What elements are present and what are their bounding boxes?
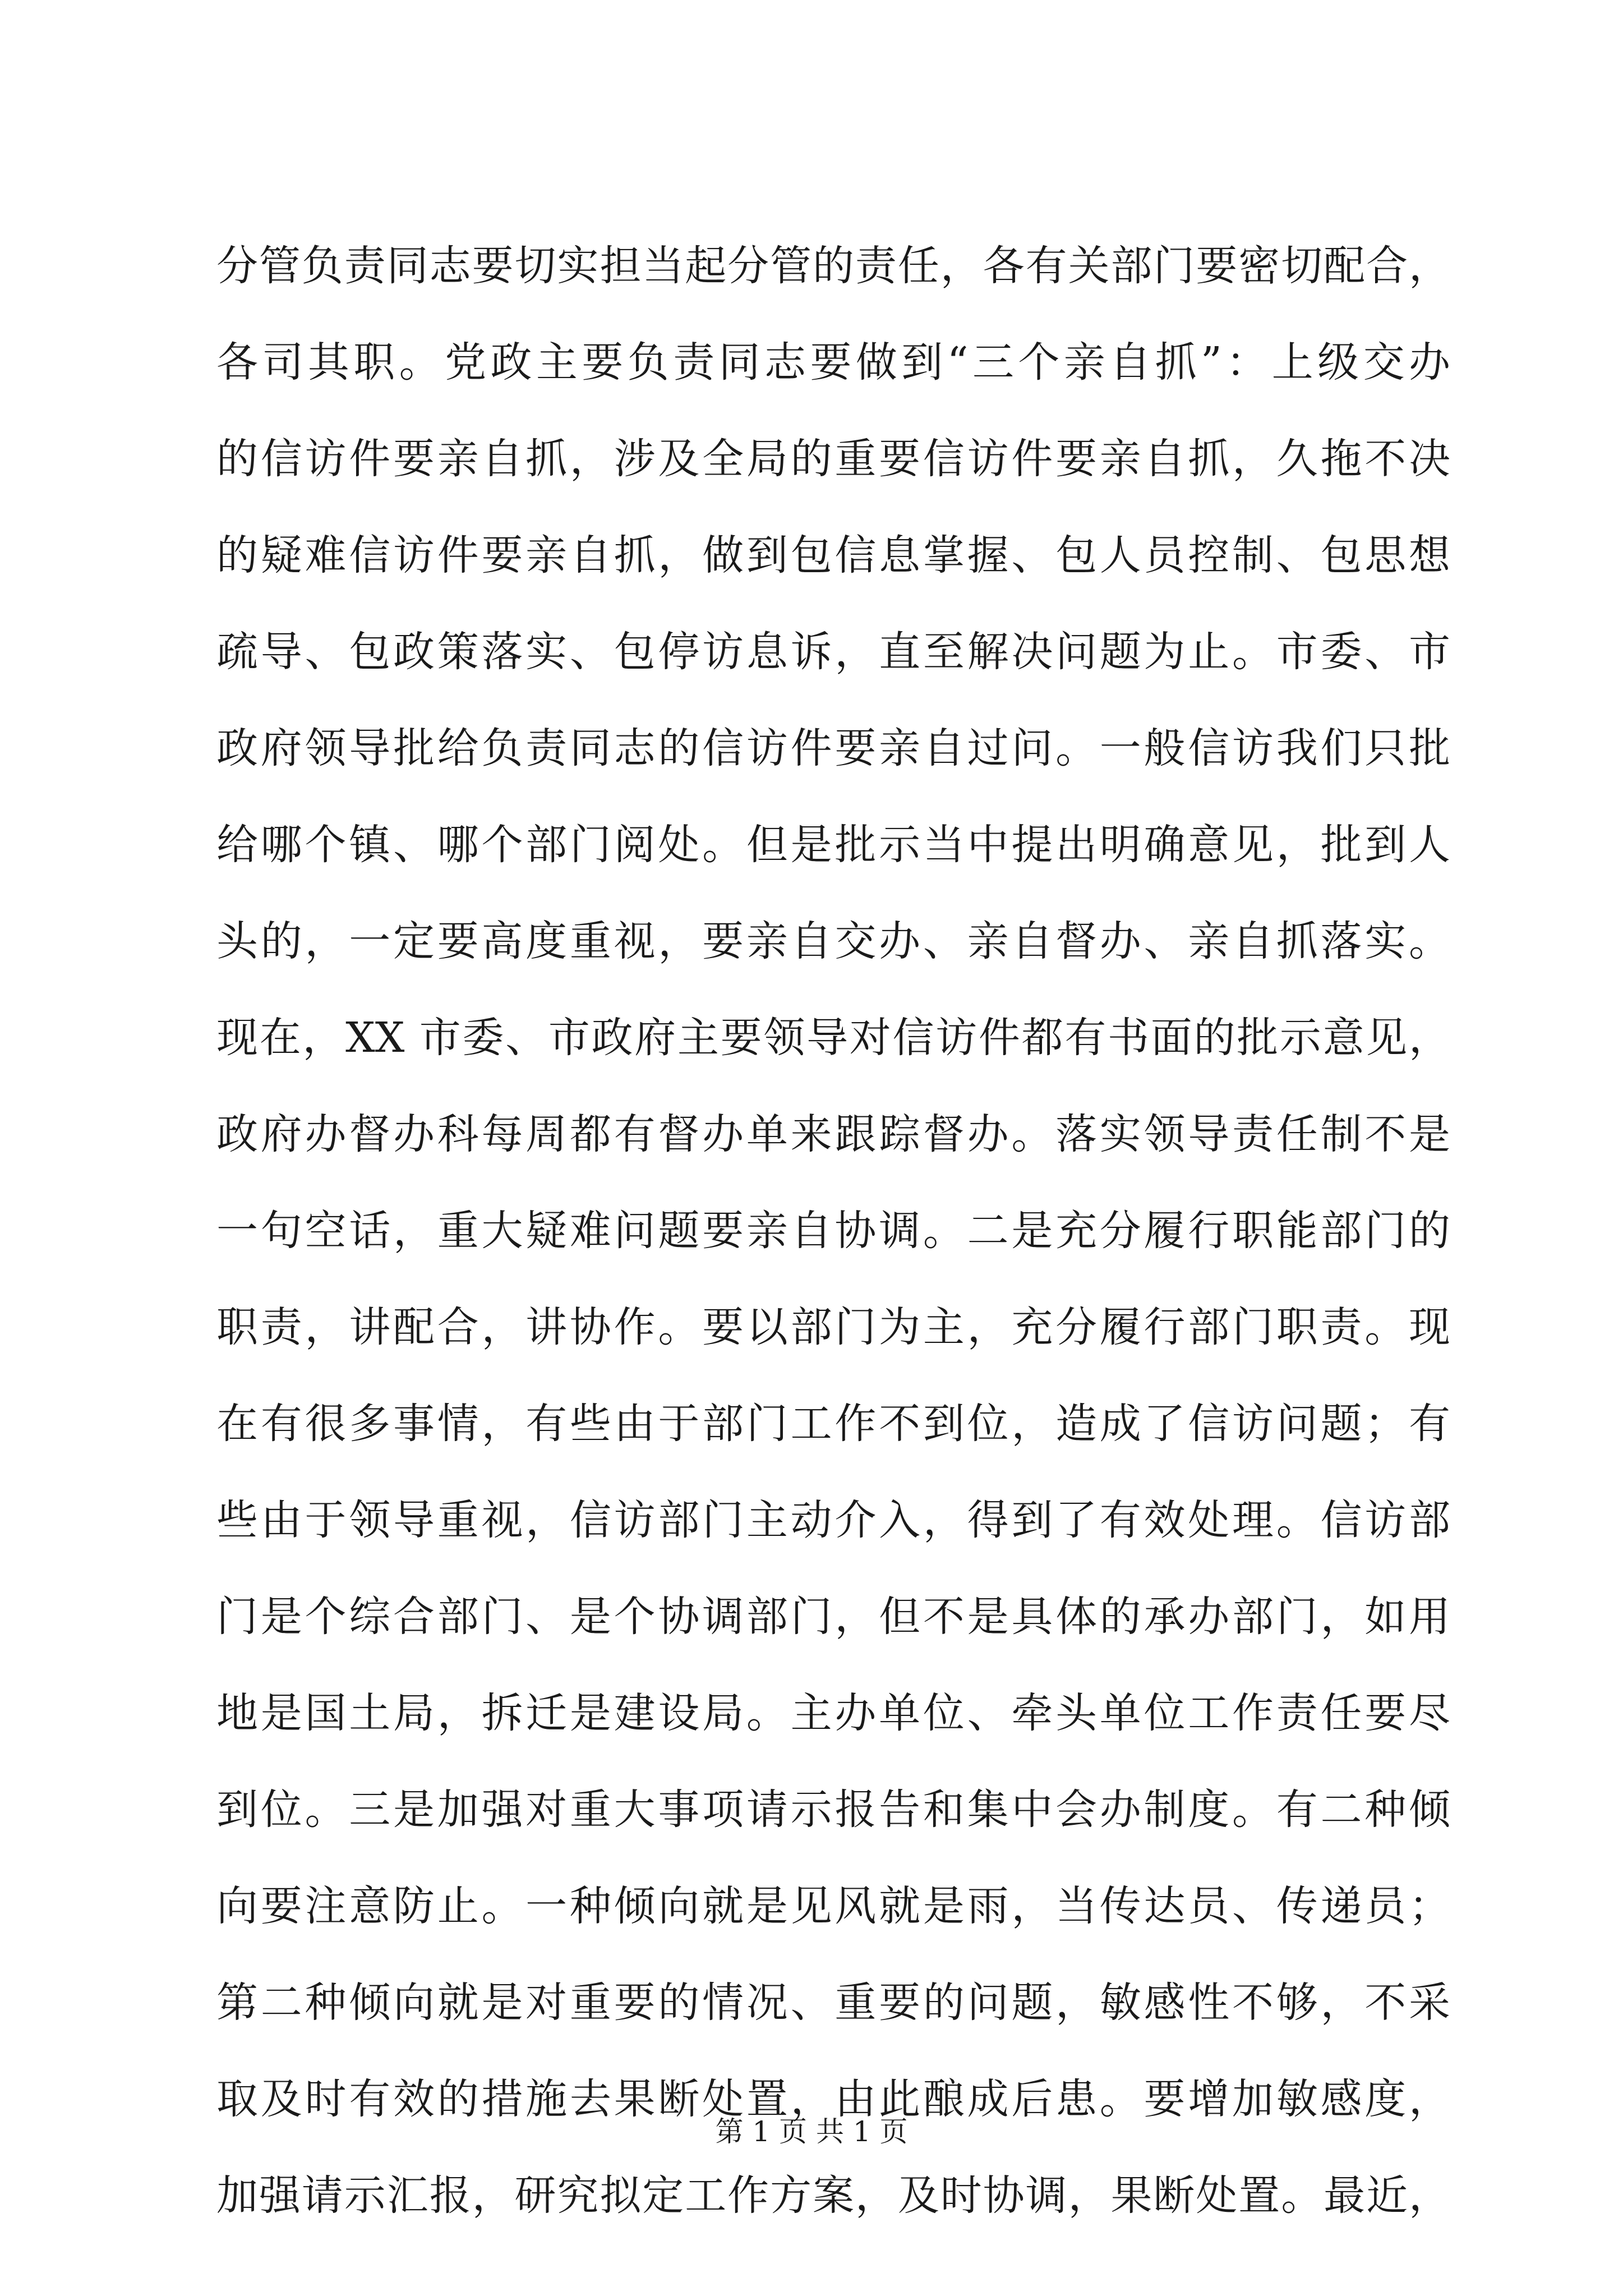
text-line-18: 向要注意防止。一种倾向就是见风就是雨，当传达员、传递员； [216, 1882, 1450, 1930]
text-line-10: 政府办督办科每周都有督办单来跟踪督办。落实领导责任制不是 [216, 1110, 1450, 1158]
text-line-13: 在有很多事情，有些由于部门工作不到位，造成了信访问题；有 [216, 1400, 1450, 1448]
text-line-17: 到位。三是加强对重大事项请示报告和集中会办制度。有二种倾 [216, 1786, 1450, 1834]
text-line-1: 分管负责同志要切实担当起分管的责任，各有关部门要密切配合， [216, 242, 1450, 290]
text-line-6: 政府领导批给负责同志的信访件要亲自过问。一般信访我们只批 [216, 724, 1450, 772]
text-line-20: 取及时有效的措施去果断处置，由此酿成后患。要增加敏感度， [216, 2075, 1450, 2123]
text-line-9: 现在，XX 市委、市政府主要领导对信访件都有书面的批示意见， [216, 1014, 1450, 1062]
text-line-11: 一句空话，重大疑难问题要亲自协调。二是充分履行职能部门的 [216, 1207, 1450, 1255]
text-line-2: 各司其职。党政主要负责同志要做到“三个亲自抓”：上级交办 [216, 338, 1450, 386]
text-line-14: 些由于领导重视，信访部门主动介入，得到了有效处理。信访部 [216, 1496, 1450, 1544]
text-line-19: 第二种倾向就是对重要的情况、重要的问题，敏感性不够，不采 [216, 1978, 1450, 2027]
text-line-21: 加强请示汇报，研究拟定工作方案，及时协调，果断处置。最近， [216, 2171, 1450, 2220]
text-line-12: 职责，讲配合，讲协作。要以部门为主，充分履行部门职责。现 [216, 1303, 1450, 1351]
body-text [216, 218, 1450, 2244]
page-footer: 第 1 页 共 1 页 [715, 2115, 908, 2148]
text-line-5: 疏导、包政策落实、包停访息诉，直至解决问题为止。市委、市 [216, 628, 1450, 676]
text-line-15: 门是个综合部门、是个协调部门，但不是具体的承办部门，如用 [216, 1593, 1450, 1641]
text-line-3: 的信访件要亲自抓，涉及全局的重要信访件要亲自抓，久拖不决 [216, 435, 1450, 483]
text-line-4: 的疑难信访件要亲自抓，做到包信息掌握、包人员控制、包思想 [216, 531, 1450, 579]
text-line-16: 地是国土局，拆迁是建设局。主办单位、牵头单位工作责任要尽 [216, 1689, 1450, 1737]
text-line-7: 给哪个镇、哪个部门阅处。但是批示当中提出明确意见，批到人 [216, 821, 1450, 869]
text-line-8: 头的，一定要高度重视，要亲自交办、亲自督办、亲自抓落实。 [216, 917, 1450, 965]
